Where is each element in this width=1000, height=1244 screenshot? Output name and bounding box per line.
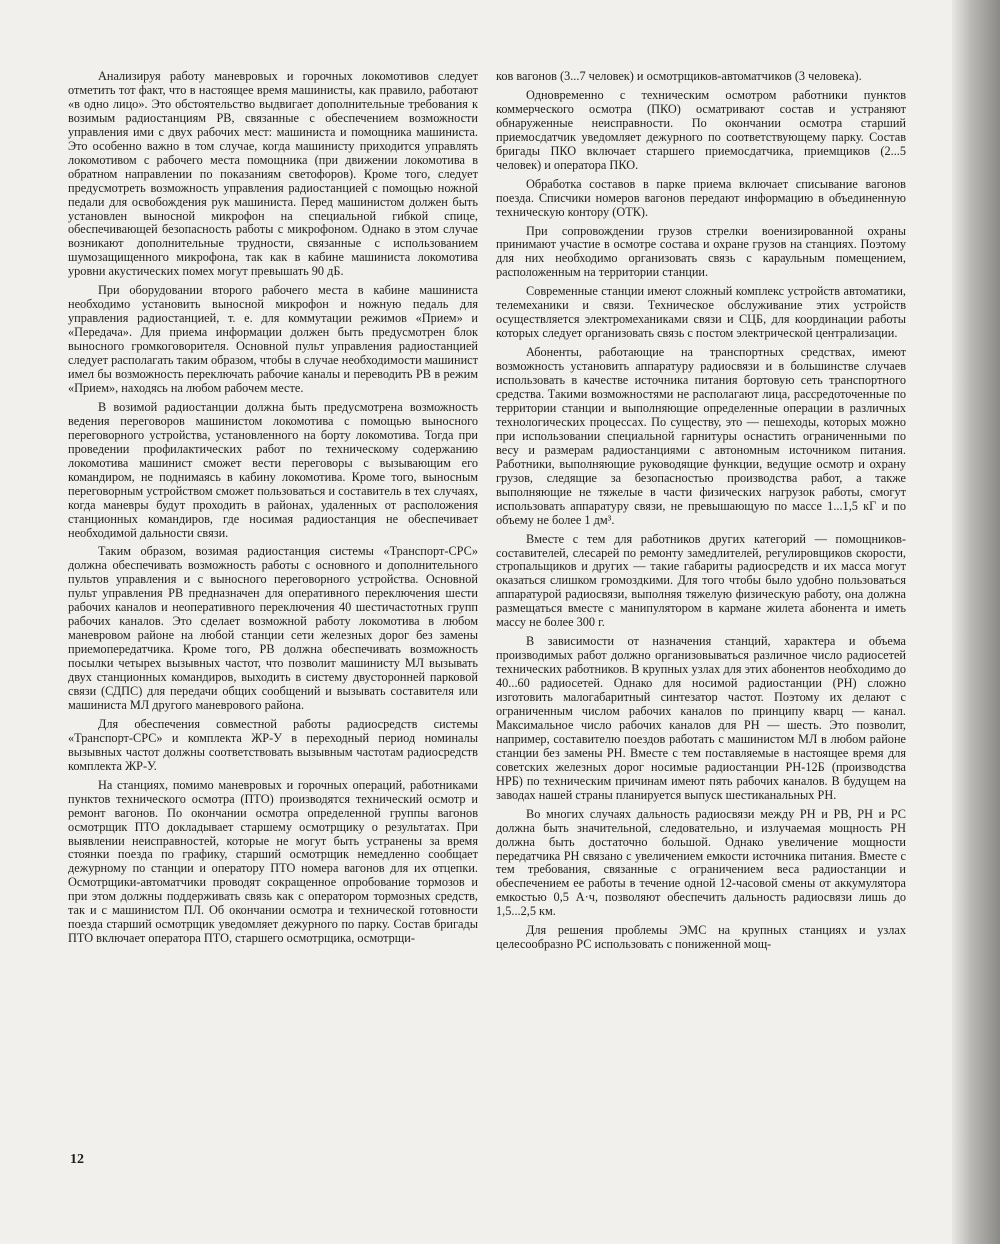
paragraph: Одновременно с техническим осмотром работники пунктов коммерческого осмотра (ПКО) осматривают состав и устраняют обнаруженные неисправности. По окончании осмотра старший приемосдатчик уведомляет дежурного по соответствующему парку. Состав бригады ПКО включает старшего приемосдатчика, приемщиков (2...5 человек) и оператора ПКО. <box>496 87 906 172</box>
paragraph: В зависимости от назначения станций, характера и объема производимых работ должно организовываться различное число радиосетей технических работников. В крупных узлах для этих абонентов необходимо до 40...60 радиосетей. Однако для носимой радиостанции (РН) сложно изготовить малогабаритный синтезатор частот. Поэтому их делают с ограниченным числом рабочих каналов по принципу кварц — канал. Максимальное число рабочих каналов для РН — шесть. Это позволит, например, составителю поездов работать с машинистом МЛ в любом районе станции без замены РН. Вместе с тем поставляемые в настоящее время для советских железных дорог носимые радиостанции РН-12Б (производства НРБ) по техническим причинам имеют пять рабочих каналов. В будущем на заводах нашей страны планируется выпуск шестиканальных РН. <box>496 634 906 802</box>
paragraph: При оборудовании второго рабочего места в кабине машиниста необходимо установить выносной микрофон и ножную педаль для управления радиостанцией, т. е. для коммутации режимов «Прием» и «Передача». Для приема информации должен быть предусмотрен блок выносного громкоговорителя. Основной пульт управления радиостанцией следует располагать таким образом, чтобы в случае необходимости машинист имел бы возможность переключать рабочие каналы и переводить РВ в режим «Прием», находясь на любом рабочем месте. <box>68 283 478 395</box>
page-edge-shadow <box>952 0 1000 1244</box>
paragraph: ков вагонов (3...7 человек) и осмотрщиков-автоматчиков (3 человека). <box>496 69 862 83</box>
paragraph: Таким образом, возимая радиостанция системы «Транспорт-СРС» должна обеспечивать возможность работы с основного и дополнительного пультов управления и с выносного переговорного устройства. Основной пульт управления РВ предназначен для оперативного переключения шести рабочих каналов и неоперативного переключения 40 шестичастотных групп рабочих каналов. Это сделает возможной работу локомотива в любом маневровом районе на любой станции сети железных дорог без замены приемопередатчика. Кроме того, РВ должна обеспечивать возможность посылки четырех вызывных частот, что позволит машинисту МЛ вызывать двух станционных командиров, выходить в систему двусторонней парковой связи (СДПС) для передачи общих сообщений и вызывать составителя или машиниста МЛ другого маневрового района. <box>68 544 478 712</box>
paragraph: Для обеспечения совместной работы радиосредств системы «Транспорт-СРС» и комплекта ЖР-У в переходный период номиналы вызывных частот должны соответствовать вызывным частотам радиосредств комплекта ЖР-У. <box>68 716 478 773</box>
paragraph: При сопровождении грузов стрелки военизированной охраны принимают участие в осмотре состава и охране грузов на станциях. Поэтому для них необходимо организовать связь с караульным помещением, расположенным на территории станции. <box>496 223 906 280</box>
paragraph: Современные станции имеют сложный комплекс устройств автоматики, телемеханики и связи. Техническое обслуживание этих устройств осуществляется электромеханиками связи и СЦБ, для координации работы которых следует организовать связь с постом электрической централизации. <box>496 284 906 341</box>
paragraph: Обработка составов в парке приема включает списывание вагонов поезда. Списчики номеров вагонов передают информацию в объединенную техническую контору (ОТК). <box>496 176 906 219</box>
paragraph: Анализируя работу маневровых и горочных локомотивов следует отметить тот факт, что в настоящее время машинисты, как правило, работают «в одно лицо». Это обстоятельство выдвигает дополнительные требования к возимым радиостанциям РВ, связанные с обеспечением возможности управления ими с двух рабочих мест: машиниста и помощника машиниста. Это особенно важно в том случае, когда машинисту приходится управлять локомотивом с рабочего места помощника (при движении локомотива в обратном направлении по показаниям светофоров). Кроме того, следует предусмотреть возможность управления радиостанцией с помощью ножной педали для освобождения рук машиниста. Перед машинистом должен быть установлен выносной микрофон на специальной гибкой спице, обеспечивающей безопасность работы с микрофоном. Однако в этом случае возникают дополнительные трудности, связанные с использованием шумозащищенного микрофона, так как в кабине машиниста локомотива уровни акустических помех могут превышать 90 дБ. <box>68 69 478 279</box>
paragraph: Для решения проблемы ЭМС на крупных станциях и узлах целесообразно РС использовать с пониженной мощ- <box>496 923 906 952</box>
paragraph: В возимой радиостанции должна быть предусмотрена возможность ведения переговоров машинистом локомотива с помощью выносного переговорного устройства, установленного на борту локомотива. Тогда при проведении профилактических работ по техническому содержанию локомотива машинист сможет вести переговоры с вызывающим его командиром, не поднимаясь в кабину локомотива. Кроме того, выносным переговорным устройством сможет пользоваться и составитель в тех случаях, когда маневры будут проходить в районах, удаленных от расположения станционных командиров, где носимая радиостанция не обеспечивает необходимой дальности связи. <box>68 399 478 540</box>
paragraph: Во многих случаях дальность радиосвязи между РН и РВ, РН и РС должна быть значительной, следовательно, и излучаемая мощность РН должна быть достаточно большой. Однако увеличение мощности передатчика РН связано с увеличением емкости источника питания. Вместе с тем требования, связанные с ограничением веса радиостанции и обеспечением ее работы в течение одной 12-часовой смены от аккумулятора емкостью 0,5 А·ч, позволяют обеспечить дальность радиосвязи лишь до 1,5...2,5 км. <box>496 806 906 919</box>
left-column <box>68 70 478 951</box>
paragraph: Абоненты, работающие на транспортных средствах, имеют возможность установить аппаратуру радиосвязи и в большинстве случаев использовать в качестве источника питания бортовую сеть транспортного средства. Такими возможностями не располагают лица, рассредоточенные по территории станции и выполняющие определенные операции в различных технологических процессах. По существу, это — пешеходы, которых можно при использовании специальной гарнитуры оснастить ограниченными по весу и размерам радиостанциями с автономным источником питания. Работники, выполняющие руководящие функции, ведущие осмотр и охрану грузов, следящие за безопасностью производства работ, а также выполняющие не тяжелые в части физических нагрузок работы, смогут использовать аппаратуру связи, не превышающую по массе 1...1,5 кГ и по объему не более 1 дм³. <box>496 345 906 527</box>
right-column <box>496 70 906 957</box>
page-number: 12 <box>70 1152 84 1167</box>
paragraph: На станциях, помимо маневровых и горочных операций, работниками пунктов технического осмотра (ПТО) производятся технический осмотр и ремонт вагонов. По окончании осмотра определенной группы вагонов осмотрщик ПТО докладывает старшему осмотрщику о результатах. При выявлении неисправностей, которые не могут быть устранены за время стоянки поезда по графику, старший осмотрщик немедленно сообщает дежурному по станции и оператору ПТО номера вагонов для их отцепки. Осмотрщики-автоматчики проводят сокращенное опробование тормозов и при этом должны поддерживать связь как с оператором тормозных средств, так и с машинистом ПЛ. Об окончании осмотра и технической готовности поезда старший осмотрщик уведомляет дежурного по парку. Состав бригады ПТО включает оператора ПТО, старшего осмотрщика, осмотрщи- <box>68 777 478 946</box>
paragraph: Вместе с тем для работников других категорий — помощников-составителей, слесарей по ремонту замедлителей, регулировщиков скорости, стропальщиков и других — такие габариты радиосредств и их масса могут оказаться слишком громоздкими. Для того чтобы было удобно пользоваться аппаратурой радиосвязи, выполняя тяжелую физическую работу, она должна размещаться вместе с манипулятором в кармане жилета абонента и иметь массу не более 300 г. <box>496 531 906 630</box>
